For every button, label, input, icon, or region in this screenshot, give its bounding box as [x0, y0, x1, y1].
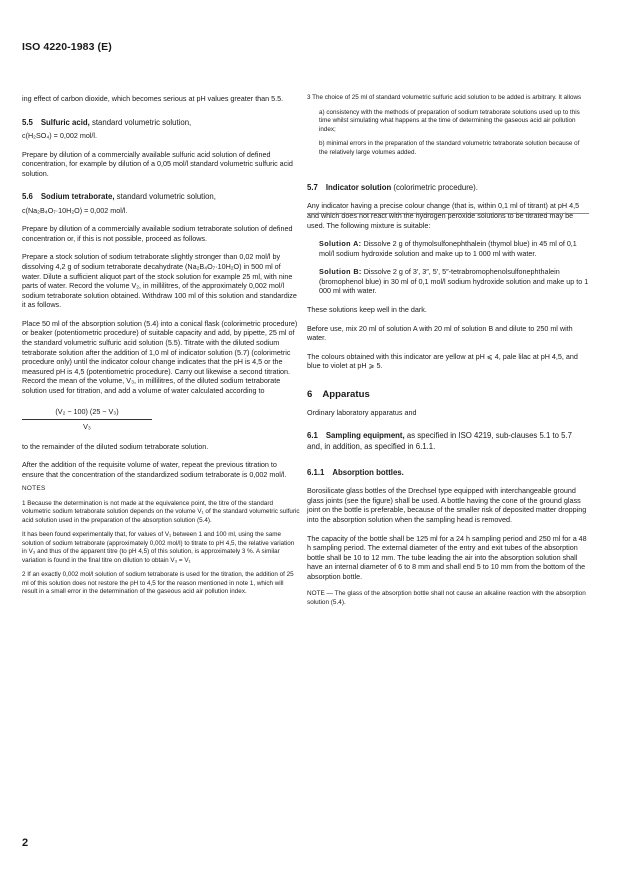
section-5-6-concentration: c(Na₂B₄O₇·10H₂O) = 0,002 mol/l. [22, 205, 128, 215]
formula-denominator: V₃ [83, 422, 91, 432]
section-5-7-heading [307, 183, 589, 193]
note-2: 2 If an exactly 0,002 mol/l solution of sodium tetraborate is used for the titration, the addition of 25 ml of this solution does not restore the pH to 4,5 for the reason mentioned in note 1, which will result in a small error in the determination of the gaseous acid air pollution index. [22, 571, 294, 596]
solution-b [319, 267, 589, 296]
section-5-7-paragraph-1: Any indicator having a precise colour change (that is, within 0,1 ml of titrant) at pH 4,5 and which does not react with the hydrogen peroxide solutions to be titrated may be used. The following mixture is suitable: [307, 201, 580, 230]
section-6-1-1-heading [307, 468, 589, 478]
notes-label: NOTES [22, 485, 46, 493]
note-3-item-a: a) consistency with the methods of preparation of sodium tetraborate solutions used up to this time whilst simulating what happens at the time of determining the gaseous acid air pollution index; [319, 108, 580, 133]
section-title-rest: as specified in ISO 4219, sub-clauses 5.1 to 5.7 and, in addition, as specified in 6.1.1. [307, 431, 572, 451]
section-6-1-1-paragraph-2: The capacity of the bottle shall be 125 ml for a 24 h sampling period and 250 ml for a 48 h sampling period. The external diameter of the entry and exit tubes of the absorption bottle shall be 10 to 12 mm. The tube leading the air into the absorption solution shall have an internal diameter of 6 to 8 mm and shall end 5 to 10 mm from the bottom of the absorption bottle. [307, 533, 587, 581]
section-6-heading [307, 389, 589, 402]
section-title: Sulfuric acid, [40, 117, 90, 127]
section-5-7-paragraph-4: The colours obtained with this indicator are yellow at pH ⩽ 4, pale lilac at pH 4,5, and blue to violet at pH ⩾ 5. [307, 351, 578, 371]
solution-a [319, 239, 589, 258]
section-5-5-paragraph: Prepare by dilution of a commercially available sulfuric acid solution of defined concentration, for example by dilution of a 0,05 mol/l standard volumetric sulfuric acid solution. [22, 149, 293, 178]
section-number: 6.1.1 [307, 467, 325, 477]
section-5-7-paragraph-2: These solutions keep well in the dark. [307, 304, 427, 314]
note-1: 1 Because the determination is not made at the equivalence point, the titre of the standard volumetric sodium tetraborate solution depends on the volume V₁ of the standard volumetric sulfuric acid solution used in the preparation of the absorption solution (5.4). [22, 499, 300, 524]
volume-formula [22, 407, 152, 431]
section-5-5-concentration: c(H₂SO₄) = 0,002 mol/l. [22, 130, 98, 140]
section-5-6-paragraph-4: to the remainder of the diluted sodium tetraborate solution. [22, 441, 209, 451]
note-1-continued: It has been found experimentally that, for values of V₁ between 1 and 100 ml, using the same solution of sodium tetraborate (approximately 0,002 mol/l) to titrate to pH 4,5, the relative variation in V₃ and thus of the apparent titre (to pH 4,5) of this solution, is approximately 3 %. A similar variation is found in the final titre on dilution to obtain V₃ = V₁ [22, 531, 295, 564]
page-number: 2 [22, 837, 29, 849]
section-6-1-heading [307, 431, 589, 452]
right-column [307, 94, 589, 614]
section-6-paragraph: Ordinary laboratory apparatus and [307, 407, 417, 417]
left-column [22, 94, 300, 603]
section-title: Sampling equipment, [325, 431, 405, 441]
section-6-1-1-paragraph-1: Borosilicate glass bottles of the Drechsel type equipped with interchangeable ground glass joints (see the figure) shall be used. A bottle having the cone of the ground glass joint on the bottle is preferable, because of the smaller risk of deposited matter dropping into the absorption solution when the sampling head is removed. [307, 486, 587, 525]
section-title: Sodium tetraborate, [40, 192, 115, 202]
solution-a-label: Solution A: [319, 239, 362, 249]
section-divider [307, 213, 589, 214]
section-5-7-paragraph-3: Before use, mix 20 ml of solution A with 20 ml of solution B and dilute to 250 ml with water. [307, 323, 573, 343]
section-number: 5.6 [22, 192, 33, 202]
section-title: Absorption bottles. [332, 467, 404, 477]
section-5-6-heading [22, 192, 300, 202]
note-3: 3 The choice of 25 ml of standard volumetric sulfuric acid solution to be added is arbitrary. It allows [307, 94, 582, 101]
section-5-6-paragraph-5: After the addition of the requisite volume of water, repeat the previous titration to ensure that the concentration of the standardized sodium tetraborate is 0,002 mol/l. [22, 460, 287, 479]
section-title-rest: standard volumetric solution, [114, 192, 216, 202]
section-5-6-paragraph-2: Prepare a stock solution of sodium tetraborate slightly stronger than 0,02 mol/l by dissolving 4,2 g of sodium tetraborate decahydrate (Na₂B₄O₇·10H₂O) in 500 ml of water. Dilute a sufficient aliquot part of the stock solution for example 25 ml, with nine parts of water. Record the volume V₂, in millilitres, of the approximately 0,002 mol/l sodium tetraborate solution obtained. Withdraw 100 ml of this solution and standardize it as follows. [22, 252, 297, 310]
intro-paragraph: ing effect of carbon dioxide, which becomes serious at pH values greater than 5.5. [22, 94, 284, 103]
document-header: ISO 4220-1983 (E) [22, 41, 112, 53]
section-title: Apparatus [322, 388, 370, 400]
section-number: 6 [307, 388, 313, 400]
solution-b-label: Solution B: [319, 267, 362, 277]
solution-a-text: Dissolve 2 g of thymolsulfonephthalein (thymol blue) in 45 ml of 0,1 mol/l sodium hydroxide solution and make up to 1 000 ml with water. [319, 239, 577, 258]
formula-numerator: (V₂ − 100) (25 − V₃) [22, 407, 152, 420]
section-number: 5.7 [307, 183, 318, 192]
section-number: 6.1 [307, 431, 318, 441]
note-3-item-b: b) minimal errors in the preparation of the standard volumetric tetraborate solution because of the relatively large volumes added. [319, 140, 580, 156]
section-title-rest: standard volumetric solution, [89, 117, 192, 127]
section-6-1-1-note: NOTE — The glass of the absorption bottle shall not cause an alkaline reaction with the absorption solution (5.4). [307, 590, 586, 606]
solution-b-text: Dissolve 2 g of 3′, 3″, 5′, 5″-tetrabromophenolsulfonephthalein (bromophenol blue) in 30 ml of 0,1 mol/l sodium hydroxide solution and make up to 1 000 ml with water. [319, 267, 589, 296]
section-5-6-paragraph-1: Prepare by dilution of a commercially available sodium tetraborate solution of defined concentration or, if this is not possible, proceed as follows. [22, 224, 293, 243]
section-5-5-heading [22, 118, 300, 128]
section-5-6-paragraph-3: Place 50 ml of the absorption solution (5.4) into a conical flask (colorimetric procedure) or beaker (potentiometric procedure) of suitable capacity and add, by pipette, 25 ml of the standard volumetric sulfuric acid solution (5.5). Titrate with the diluted sodium tetraborate solution after the addition of 1,0 ml of indicator solution (5.7) (colorimetric procedure only) until the indicator colour change indicates that the pH is 4,5 or the measured pH is 4,5 (potentiometric procedure). Carry out likewise a second titration. Record the mean of the volume, V₃, in millilitres, of the diluted sodium tetraborate solution used for titration, and add a volume of water calculated according to [22, 318, 298, 395]
section-number: 5.5 [22, 117, 33, 127]
section-title-rest: (colorimetric procedure). [391, 183, 478, 192]
section-title: Indicator solution [325, 183, 392, 192]
